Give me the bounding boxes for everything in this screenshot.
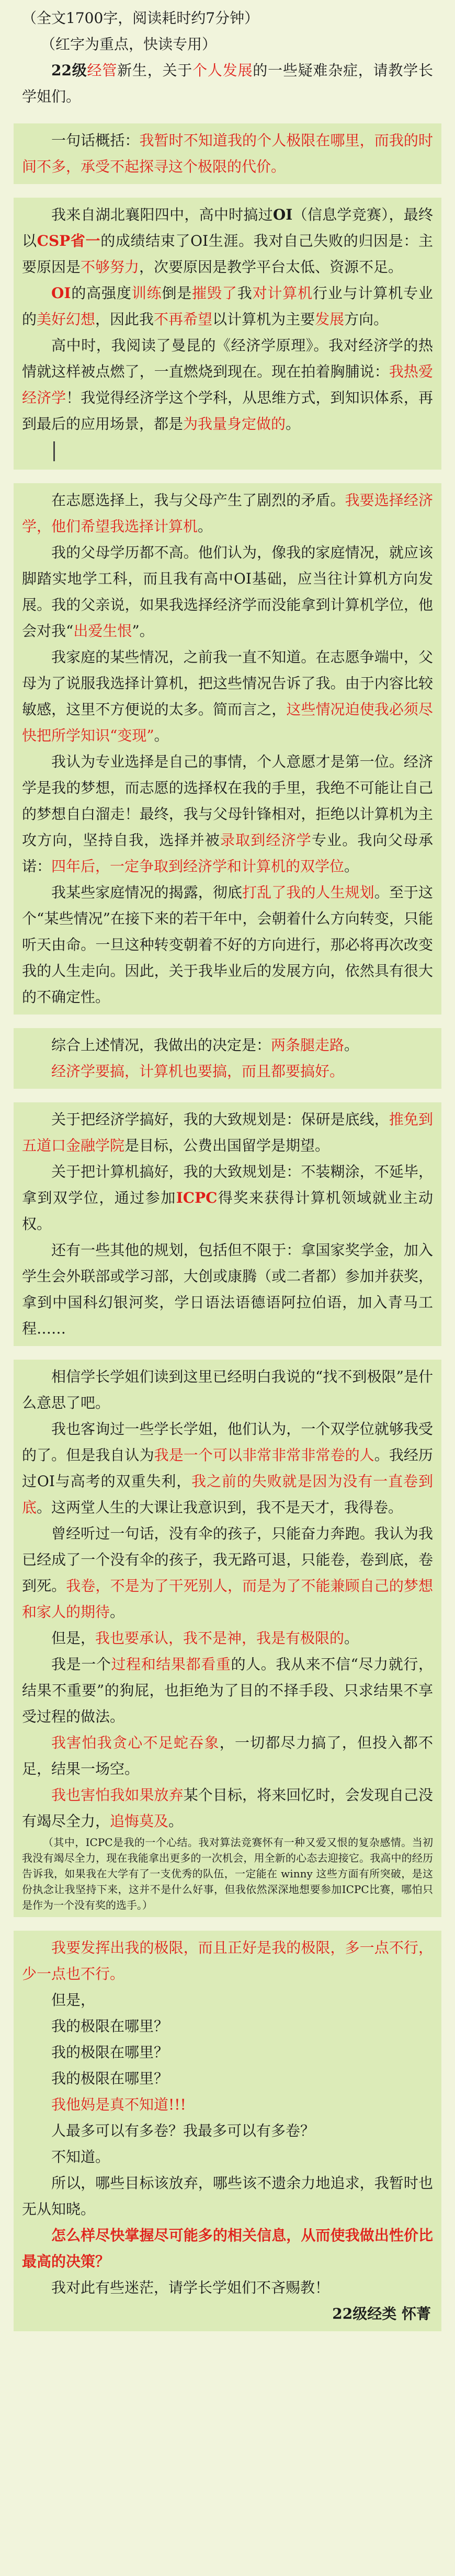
decision-detail: 经济学要搞，计算机也要搞，而且都要搞好。 — [51, 1063, 345, 1080]
question-where-2: 我的极限在哪里？ — [51, 2044, 169, 2061]
reflection-p2: 我也客询过一些学长学姐，他们认为，一个双学位就够我受的了。但是我自认为我是一个可以非常非常非常卷的人。我经历过OI与高考的双重失利，我之前的失败就是因为没有一直卷到底。这两堂人生的大课让我意识到，我不是天才，我得卷。 — [22, 1420, 433, 1516]
conflict-p4: 我认为专业选择是自己的事情，个人意愿才是第一位。经济学是我的梦想，而志愿的选择权在我的手里，我绝不可能让自己的梦想自白溜走！最终，我与父母针锋相对，拒绝以计算机为主攻方向，坚持自我，选择并被录取到经济学专业。我向父母承诺：四年后，一定争取到经济学和计算机的双学位。 — [22, 753, 433, 875]
time-note: （全文1700字，阅读耗时约7分钟） — [22, 9, 259, 27]
question-limit: 我要发挥出我的极限，而且正好是我的极限，多一点不行，少一点也不行。 — [22, 1939, 433, 1982]
summary-section — [14, 123, 441, 184]
question-decision: 怎么样尽快掌握尽可能多的相关信息，从而使我做出性价比最高的决策？ — [22, 2227, 433, 2270]
plans-section — [14, 1102, 441, 1346]
conflict-p5: 我某些家庭情况的揭露，彻底打乱了我的人生规划。至于这个“某些情况”在接下来的若干年中，会朝着什么方向转变，只能听天由命。一旦这种转变朝着不好的方向进行，那必将再次改变我的人生走向。因此，关于我毕业后的发展方向，依然具有很大的不确定性。 — [22, 884, 433, 1006]
question-unknown: 不知道。 — [51, 2148, 110, 2165]
question-where-1: 我的极限在哪里？ — [51, 2018, 169, 2035]
reflection-p6: 我害怕我贪心不足蛇吞象，一切都尽力搞了，但投入都不足，结果一场空。 — [22, 1734, 433, 1777]
reflection-p3: 曾经听过一句话，没有伞的孩子，只能奋力奔跑。我认为我已经成了一个没有伞的孩子，我无路可退，只能卷，卷到底，卷到死。我卷，不是为了干死别人，而是为了不能兼顾自己的梦想和家人的期待。 — [22, 1525, 433, 1621]
question-dont-know: 我他妈是真不知道!!! — [51, 2096, 186, 2113]
question-goals: 所以，哪些目标该放弃，哪些该不遗余力地追求，我暂时也无从知晓。 — [22, 2174, 433, 2218]
decision-section — [14, 1028, 441, 1089]
focus-note: （红字为重点，快读专用） — [41, 36, 217, 53]
reflection-p4: 但是，我也要承认，我不是神，我是有极限的。 — [51, 1629, 359, 1647]
background-p1: 我来自湖北襄阳四中，高中时搞过OI（信息学竞赛），最终以CSP省一的成绩结束了OI生涯。我对自己失败的归因是：主要原因是不够努力，次要原因是教学平台太低、资源不足。 — [22, 206, 433, 276]
background-p3: 高中时，我阅读了曼昆的《经济学原理》。我对经济学的热情就这样被点燃了，一直燃烧到现在。现在拍着胸脯说：我热爱经济学！我觉得经济学这个学科，从思维方式，到知识体系，再到最后的应用场景，都是为我量身定做的。 — [22, 337, 433, 432]
text-cursor-marker — [53, 441, 55, 461]
greeting: 22级经管新生，关于个人发展的一些疑难杂症，请教学长学姐们。 — [22, 62, 433, 105]
plan-other: 还有一些其他的规划，包括但不限于：拿国家奖学金，加入学生会外联部或学习部，大创或康腾（或二者都）参加并获奖，拿到中国科幻银河奖，学日语法语德语阿拉伯语，加入青马工程…… — [22, 1241, 433, 1337]
signature: 22级经类 怀菁 — [332, 2305, 431, 2322]
conflict-p1: 在志愿选择上，我与父母产生了剧烈的矛盾。我要选择经济学，他们希望我选择计算机。 — [22, 492, 433, 535]
icpc-footnote: （其中，ICPC是我的一个心结。我对算法竞赛怀有一种又爱又恨的复杂感情。当初我没有竭尽全力，现在我能拿出更多的一次机会，用全新的心态去迎接它。我高中的经历告诉我，如果我在大学有了一支优秀的队伍，一定能在 winny 这些方面有所突破，是这份执念让我坚持下来，这并不是什么好事，但我依然深深地想要参加ICPC比赛，哪怕只是作为一个没有奖的选手。） — [22, 1836, 433, 1911]
background-p2: OI的高强度训练倒是摧毁了我对计算机行业与计算机专业的美好幻想，因此我不再希望以计算机为主要发展方向。 — [22, 284, 433, 328]
conflict-p2: 我的父母学历都不高。他们认为，像我的家庭情况，就应该脚踏实地学工科，而且我有高中OI基础，应当往计算机方向发展。我的父亲说，如果我选择经济学而没能拿到计算机学位，他会对我“出爱生恨”。 — [22, 544, 433, 640]
plan-computer: 关于把计算机搞好，我的大致规划是：不装糊涂，不延毕，拿到双学位，通过参加ICPC得奖来获得计算机领域就业主动权。 — [22, 1163, 433, 1233]
conflict-p3: 我家庭的某些情况，之前我一直不知道。在志愿争端中，父母为了说服我选择计算机，把这些情况告诉了我。由于内容比较敏感，这里不方便说的太多。简而言之，这些情况迫使我必须尽快把所学知识“变现”。 — [22, 648, 433, 744]
conflict-section — [14, 483, 441, 1015]
question-where-3: 我的极限在哪里？ — [51, 2070, 169, 2087]
decision-line: 综合上述情况，我做出的决定是：两条腿走路。 — [51, 1036, 359, 1054]
question-how-much: 人最多可以有多卷？我最多可以有多卷？ — [51, 2122, 315, 2139]
summary: 一句话概括：我暂时不知道我的个人极限在哪里，而我的时间不多，承受不起探寻这个极限的代价。 — [22, 132, 433, 175]
background-section — [14, 198, 441, 470]
plan-economics: 关于把经济学搞好，我的大致规划是：保研是底线，推免到五道口金融学院是目标，公费出国留学是期望。 — [22, 1111, 433, 1154]
reflection-p7: 我也害怕我如果放弃某个目标，将来回忆时，会发现自己没有竭尽全力，追悔莫及。 — [22, 1786, 433, 1830]
question-but: 但是， — [51, 1991, 96, 2009]
intro-block — [22, 5, 433, 110]
questions-section — [14, 1931, 441, 2331]
reflection-p1: 相信学长学姐们读到这里已经明白我说的“找不到极限”是什么意思了吧。 — [22, 1368, 433, 1411]
reflection-section — [14, 1360, 441, 1917]
reflection-p5: 我是一个过程和结果都看重的人。我从来不信“尽力就行，结果不重要”的狗屁，也拒绝为了目的不择手段、只求结果不享受过程的做法。 — [22, 1656, 433, 1725]
question-request: 我对此有些迷茫，请学长学姐们不吝赐教！ — [51, 2279, 330, 2296]
